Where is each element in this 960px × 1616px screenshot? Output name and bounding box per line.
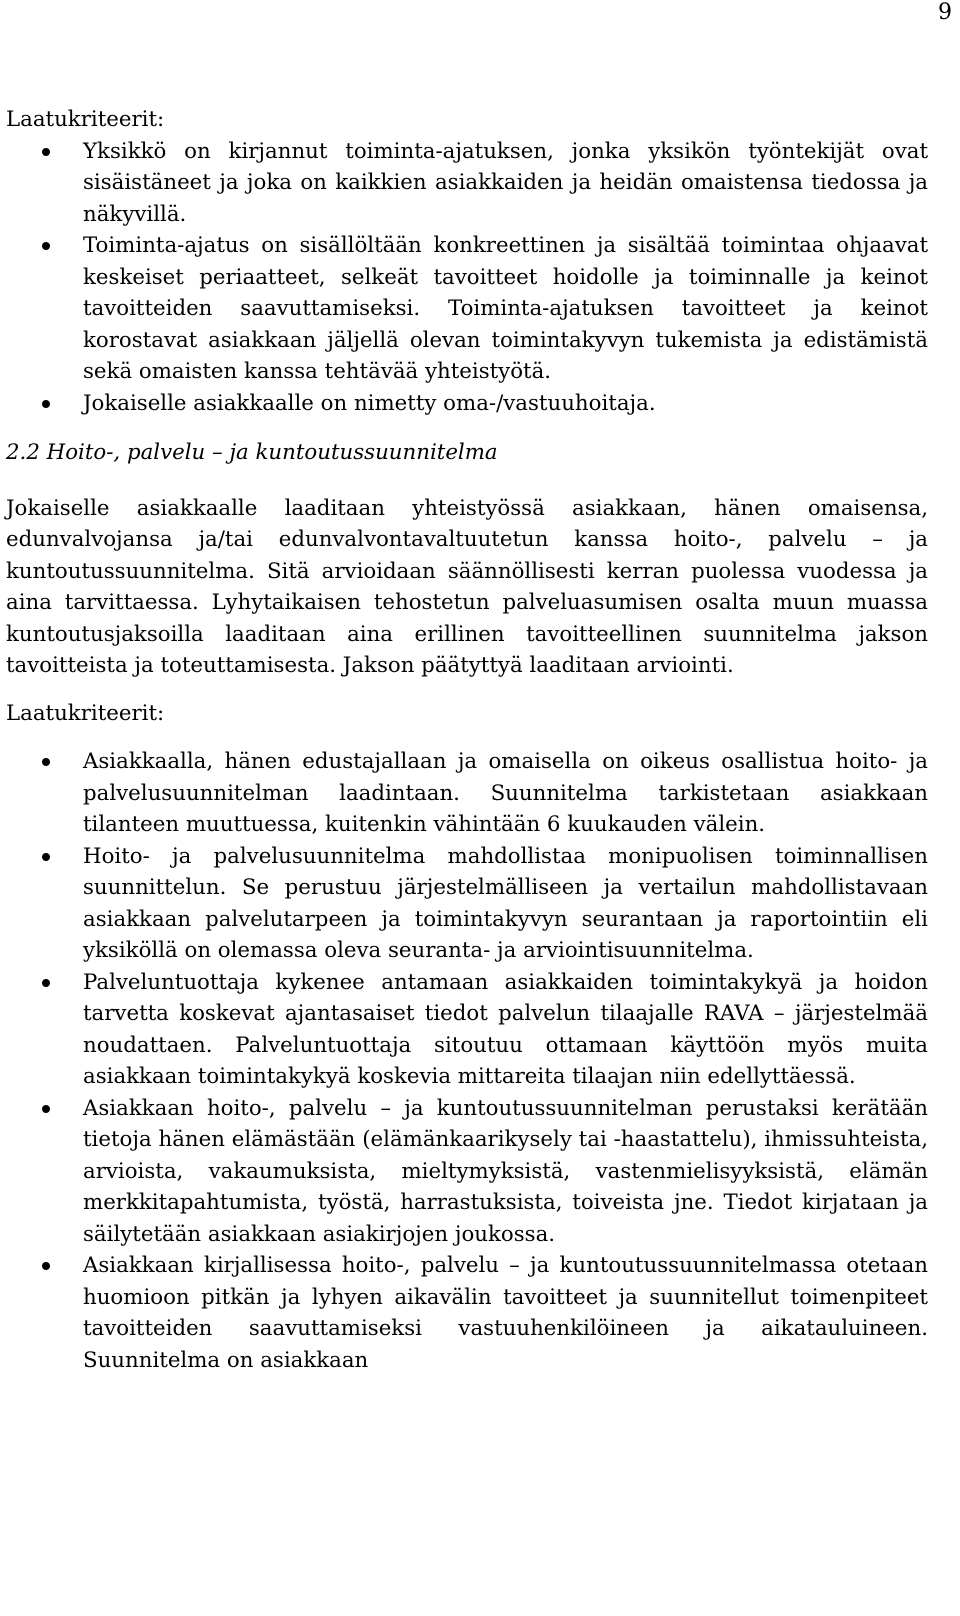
list-item: Asiakkaan hoito-, palvelu – ja kuntoutussuunnitelman perustaksi kerätään tietoja hänen elämästään (elämänkaarikysely tai -haastattelu), ihmissuhteista, arvioista, vakaumuksista, mieltymyksistä, vastenmielisyyksistä, elämän merkkitapahtumista, työstä, harrastuksista, toiveista jne. Tiedot kirjataan ja säilytetään asiakkaan asiakirjojen joukossa. <box>6 1093 928 1251</box>
page-number: 9 <box>938 0 952 25</box>
list-item: Yksikkö on kirjannut toiminta-ajatuksen, jonka yksikön työntekijät ovat sisäistäneet ja joka on kaikkien asiakkaiden ja heidän omaistensa tiedossa ja näkyvillä. <box>6 136 928 231</box>
list-item: Palveluntuottaja kykenee antamaan asiakkaiden toimintakykyä ja hoidon tarvetta koskevat ajantasaiset tiedot palvelun tilaajalle RAVA – järjestelmää noudattaen. Palveluntuottaja sitoutuu ottamaan käyttöön myös muita asiakkaan toimintakykyä koskevia mittareita tilaajan niin edellyttäessä. <box>6 967 928 1093</box>
quality-criteria-label: Laatukriteerit: <box>6 107 165 132</box>
quality-criteria-list <box>6 746 928 1376</box>
list-item: Toiminta-ajatus on sisällöltään konkreettinen ja sisältää toimintaa ohjaavat keskeiset periaatteet, selkeät tavoitteet hoidolle ja toiminnalle ja keinot tavoitteiden saavuttamiseksi. Toiminta-ajatuksen tavoitteet ja keinot korostavat asiakkaan jäljellä olevan toimintakyvyn tukemista ja edistämistä sekä omaisten kanssa tehtävää yhteistyötä. <box>6 230 928 388</box>
page-content <box>6 104 928 1376</box>
list-item: Jokaiselle asiakkaalle on nimetty oma-/vastuuhoitaja. <box>6 388 928 420</box>
section-paragraph: Jokaiselle asiakkaalle laaditaan yhteistyössä asiakkaan, hänen omaisensa, edunvalvojansa ja/tai edunvalvontavaltuutetun kanssa hoito-, palvelu – ja kuntoutussuunnitelma. Sitä arvioidaan säännöllisesti kerran puolessa vuodessa ja aina tarvittaessa. Lyhytaikaisen tehostetun palveluasumisen osalta muun muassa kuntoutusjaksoilla laaditaan aina erillinen tavoitteellinen suunnitelma jakson tavoitteista ja toteuttamisesta. Jakson päätyttyä laaditaan arviointi. <box>6 495 928 678</box>
quality-criteria-list <box>6 136 928 420</box>
list-item: Hoito- ja palvelusuunnitelma mahdollistaa monipuolisen toiminnallisen suunnittelun. Se perustuu järjestelmälliseen ja vertailun mahdollistavaan asiakkaan palvelutarpeen ja toimintakyvyn seurantaan ja raportointiin eli yksiköllä on olemassa oleva seuranta- ja arviointisuunnitelma. <box>6 841 928 967</box>
list-item: Asiakkaan kirjallisessa hoito-, palvelu – ja kuntoutussuunnitelmassa otetaan huomioon pitkän ja lyhyen aikavälin tavoitteet ja suunnitellut toimenpiteet tavoitteiden saavuttamiseksi vastuuhenkilöineen ja aikatauluineen. Suunnitelma on asiakkaan <box>6 1250 928 1376</box>
list-item: Asiakkaalla, hänen edustajallaan ja omaisella on oikeus osallistua hoito- ja palvelusuunnitelman laadintaan. Suunnitelma tarkistetaan asiakkaan tilanteen muuttuessa, kuitenkin vähintään 6 kuukauden välein. <box>6 746 928 841</box>
quality-criteria-label: Laatukriteerit: <box>6 700 165 726</box>
section-heading: 2.2 Hoito-, palvelu – ja kuntoutussuunnitelma <box>6 440 498 465</box>
